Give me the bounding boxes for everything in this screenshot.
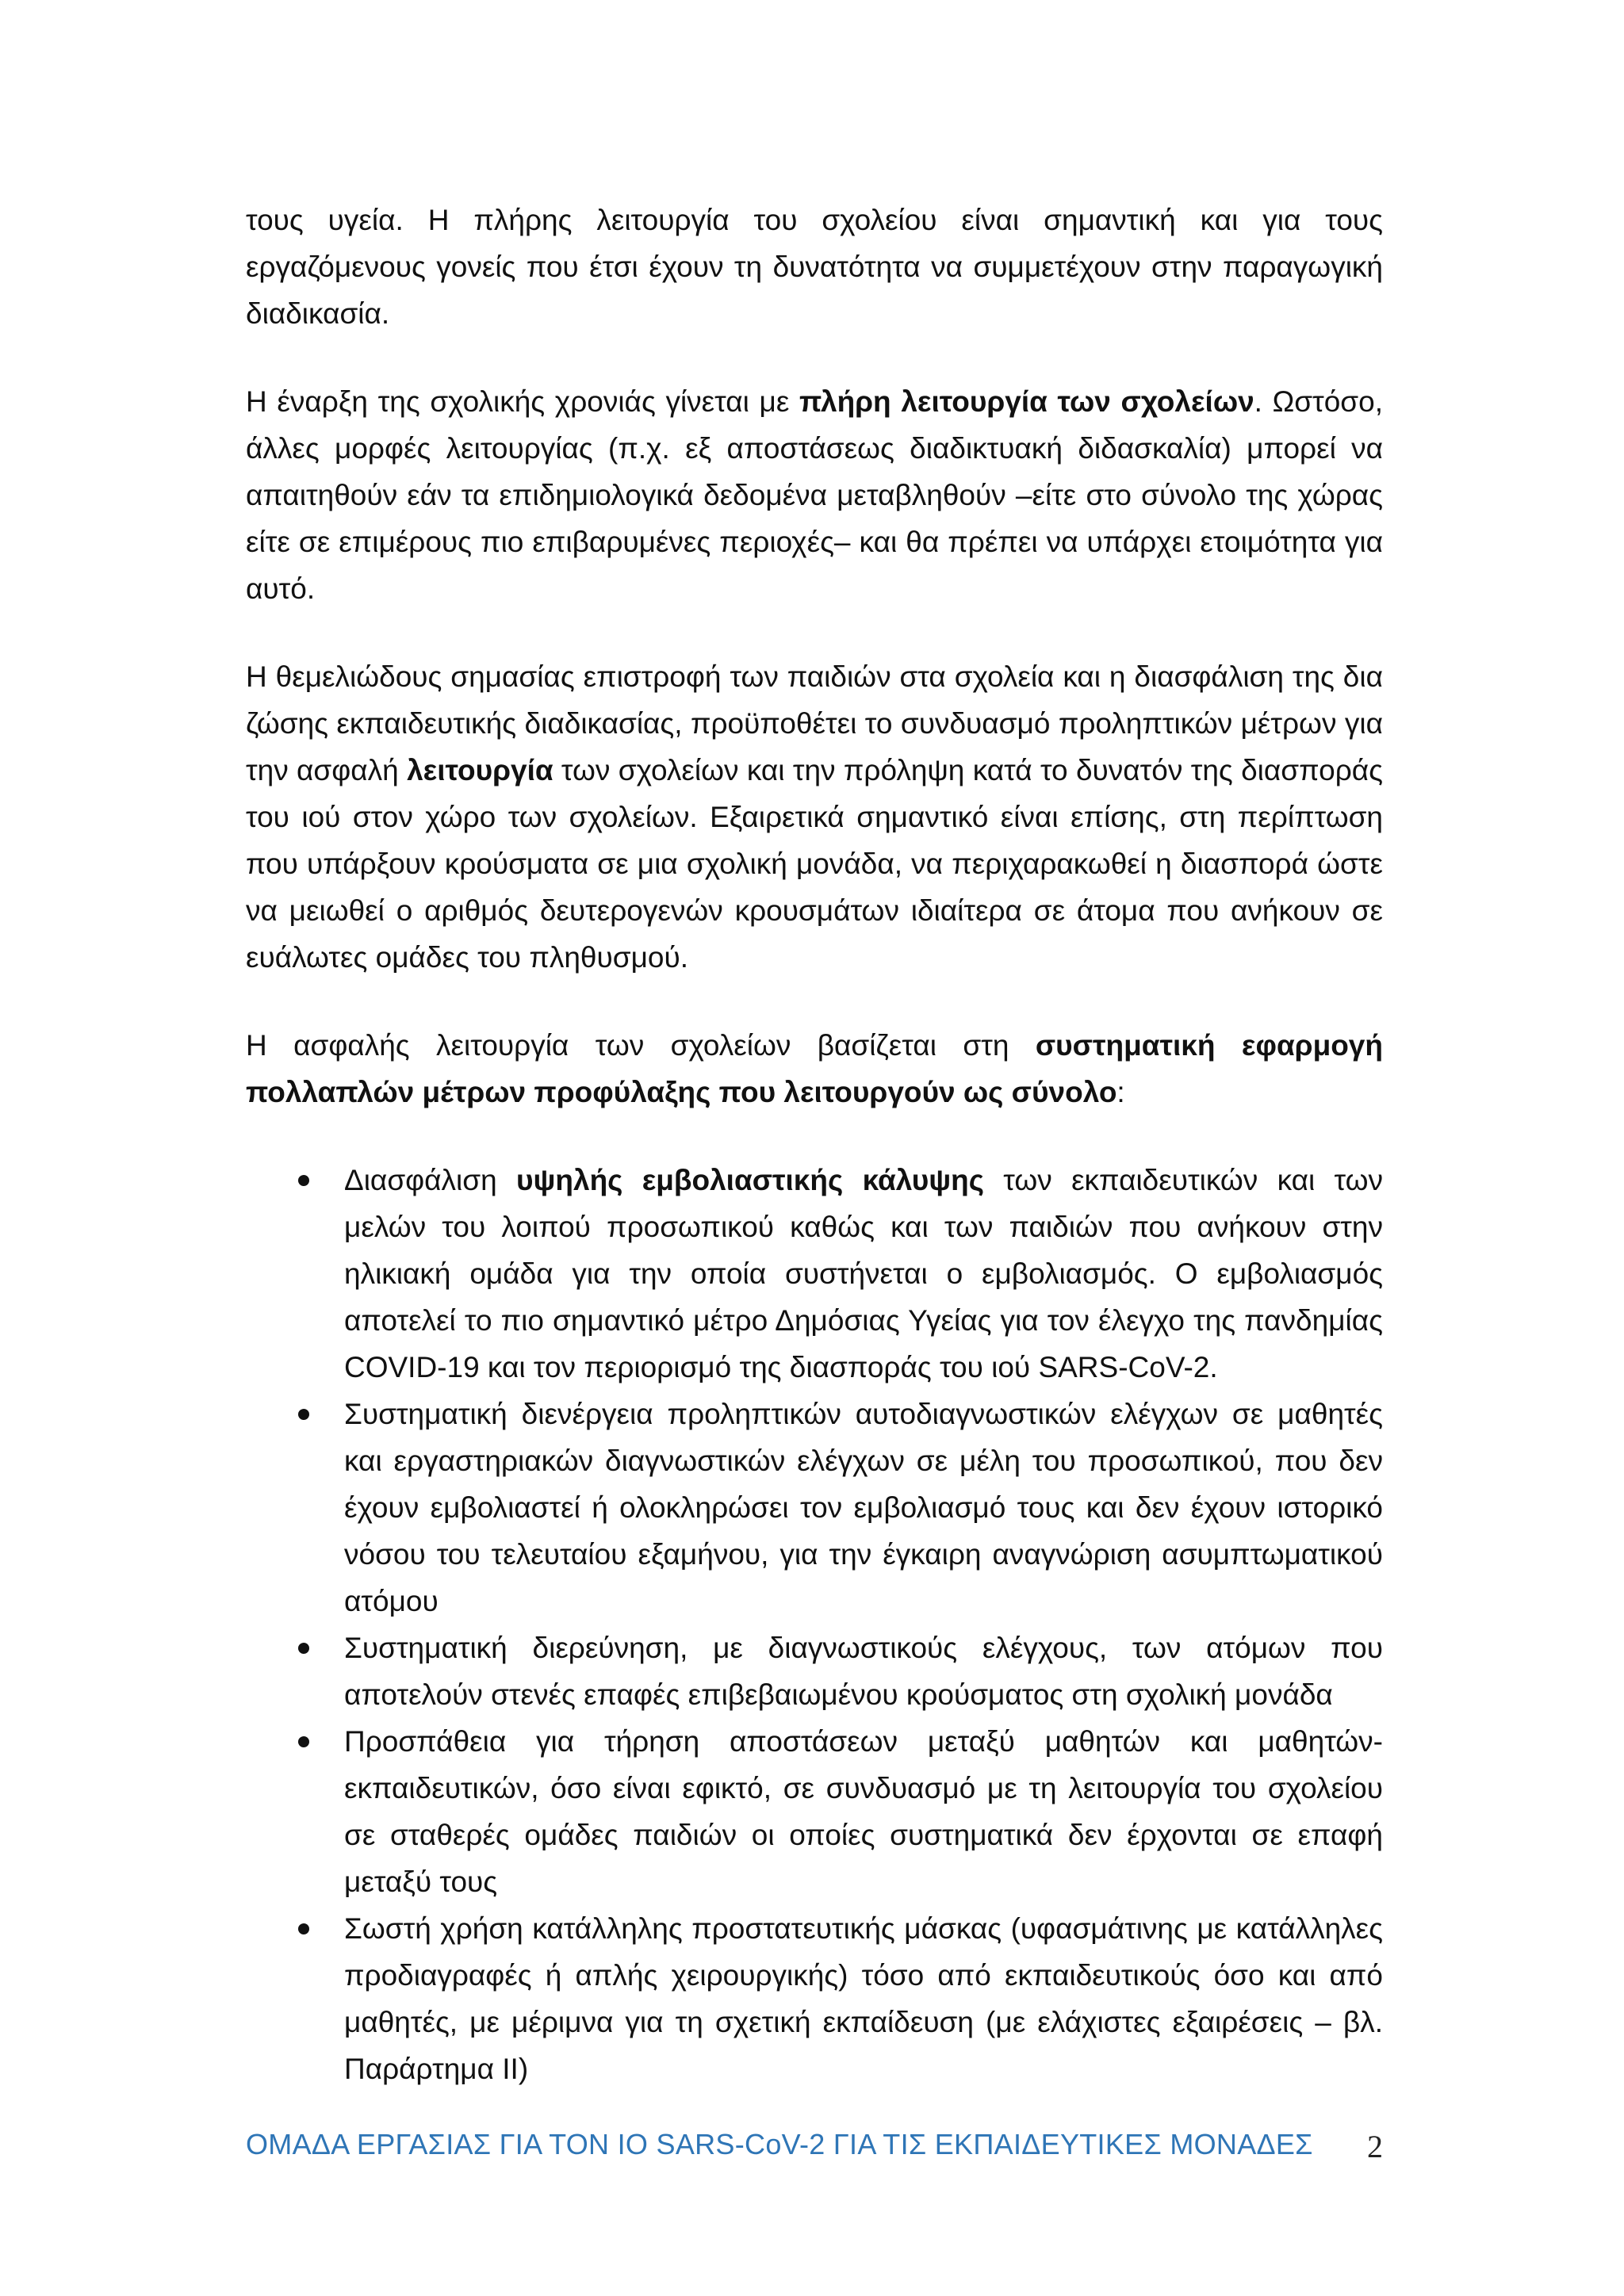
paragraph-3-text-end: των σχολείων και την πρόληψη κατά το δυνατόν της διασποράς του ιού στον χώρο των σχολείων. Εξαιρετικά σημαντικό είναι επίσης, στη περίπτωση που υπάρξουν κρούσματα σε μια σχολική μονάδα, να περιχαρακωθεί η διασπορά ώστε να μειωθεί ο αριθμός δευτερογενών κρουσμάτων ιδιαίτερα σε άτομα που ανήκουν σε ευάλωτες ομάδες του πληθυσμού. bbox=[246, 754, 1383, 974]
bullet-icon bbox=[298, 1175, 309, 1186]
paragraph-3-text-start: Η θεμελιώδους σημασίας επιστροφή των παιδιών στα σχολεία και η διασφάλιση της δια ζώσης εκπαιδευτικής διαδικασίας, προϋποθέτει το συνδυασμό προληπτικών μέτρων για την ασφαλή bbox=[246, 660, 1383, 786]
list-item-text: Προσπάθεια για τήρηση αποστάσεων μεταξύ μαθητών και μαθητών-εκπαιδευτικών, όσο είναι εφικτό, σε συνδυασμό με τη λειτουργία του σχολείου σε σταθερές ομάδες παιδιών οι οποίες συστηματικά δεν έρχονται σε επαφή μεταξύ τους bbox=[344, 1725, 1383, 1898]
bullet-icon bbox=[298, 1409, 309, 1420]
paragraph-4-text-end: : bbox=[1116, 1076, 1125, 1108]
list-item bbox=[246, 1157, 1383, 1391]
page-number: 2 bbox=[1367, 2129, 1383, 2164]
list-item-text-end: των εκπαιδευτικών και των μελών του λοιπού προσωπικού καθώς και των παιδιών που ανήκουν στην ηλικιακή ομάδα για την οποία συστήνεται ο εμβολιασμός. Ο εμβολιασμός αποτελεί το πιο σημαντικό μέτρο Δημόσιας Υγείας για τον έλεγχο της πανδημίας COVID-19 και τον περιορισμό της διασποράς του ιού SARS-CoV-2. bbox=[344, 1164, 1383, 1383]
list-item-text: Συστηματική διενέργεια προληπτικών αυτοδιαγνωστικών ελέγχων σε μαθητές και εργαστηριακών διαγνωστικών ελέγχων σε μέλη του προσωπικού, που δεν έχουν εμβολιαστεί ή ολοκληρώσει τον εμβολιασμό τους και δεν έχουν ιστορικό νόσου του τελευταίου εξαμήνου, για την έγκαιρη αναγνώριση ασυμπτωματικού ατόμου bbox=[344, 1398, 1383, 1617]
list-item bbox=[246, 1391, 1383, 1624]
paragraph-1-text: τους υγεία. Η πλήρης λειτουργία του σχολείου είναι σημαντική και για τους εργαζόμενους γονείς που έτσι έχουν τη δυνατότητα να συμμετέχουν στην παραγωγική διαδικασία. bbox=[246, 204, 1383, 330]
list-item-text: Σωστή χρήση κατάλληλης προστατευτικής μάσκας (υφασμάτινης με κατάλληλες προδιαγραφές ή απλής χειρουργικής) τόσο από εκπαιδευτικούς όσο και από μαθητές, με μέριμνα για τη σχετική εκπαίδευση (με ελάχιστες εξαιρέσεις – βλ. Παράρτημα ΙΙ) bbox=[344, 1912, 1383, 2085]
paragraph-4-bold: συστηματική εφαρμογή πολλαπλών μέτρων προφύλαξης που λειτουργούν ως σύνολο bbox=[246, 1029, 1383, 1108]
page-footer bbox=[246, 2128, 1383, 2175]
list-item bbox=[246, 1624, 1383, 1718]
list-item-text: Συστηματική διερεύνηση, με διαγνωστικούς ελέγχους, των ατόμων που αποτελούν στενές επαφές επιβεβαιωμένου κρούσματος στη σχολική μονάδα bbox=[344, 1632, 1383, 1711]
list-item-text-start: Διασφάλιση bbox=[344, 1164, 516, 1196]
page-body bbox=[246, 197, 1383, 2092]
measures-list bbox=[246, 1157, 1383, 2092]
paragraph-2-text-start: Η έναρξη της σχολικής χρονιάς γίνεται με bbox=[246, 385, 800, 418]
bullet-icon bbox=[298, 1643, 309, 1654]
bullet-icon bbox=[298, 1923, 309, 1934]
bullet-icon bbox=[298, 1736, 309, 1747]
paragraph-2-text-end: . Ωστόσο, άλλες μορφές λειτουργίας (π.χ. εξ αποστάσεως διαδικτυακή διδασκαλία) μπορεί να απαιτηθούν εάν τα επιδημιολογικά δεδομένα μεταβληθούν –είτε στο σύνολο της χώρας είτε σε επιμέρους πιο επιβαρυμένες περιοχές– και θα πρέπει να υπάρχει ετοιμότητα για αυτό. bbox=[246, 385, 1383, 605]
footer-title: ΟΜΑΔΑ ΕΡΓΑΣΙΑΣ ΓΙΑ ΤΟΝ ΙΟ SARS-CoV-2 ΓΙΑ ΤΙΣ ΕΚΠΑΙΔΕΥΤΙΚΕΣ ΜΟΝΑΔΕΣ bbox=[246, 2128, 1313, 2160]
paragraph-4-text-start: Η ασφαλής λειτουργία των σχολείων βασίζεται στη bbox=[246, 1029, 1036, 1062]
paragraph-3 bbox=[246, 653, 1383, 981]
paragraph-4 bbox=[246, 1022, 1383, 1115]
paragraph-2 bbox=[246, 378, 1383, 612]
list-item-bold: υψηλής εμβολιαστικής κάλυψης bbox=[515, 1164, 984, 1196]
list-item bbox=[246, 1905, 1383, 2092]
paragraph-1 bbox=[246, 197, 1383, 337]
list-item bbox=[246, 1718, 1383, 1905]
paragraph-2-bold: πλήρη λειτουργία των σχολείων bbox=[799, 385, 1254, 418]
paragraph-3-bold: λειτουργία bbox=[407, 754, 553, 786]
